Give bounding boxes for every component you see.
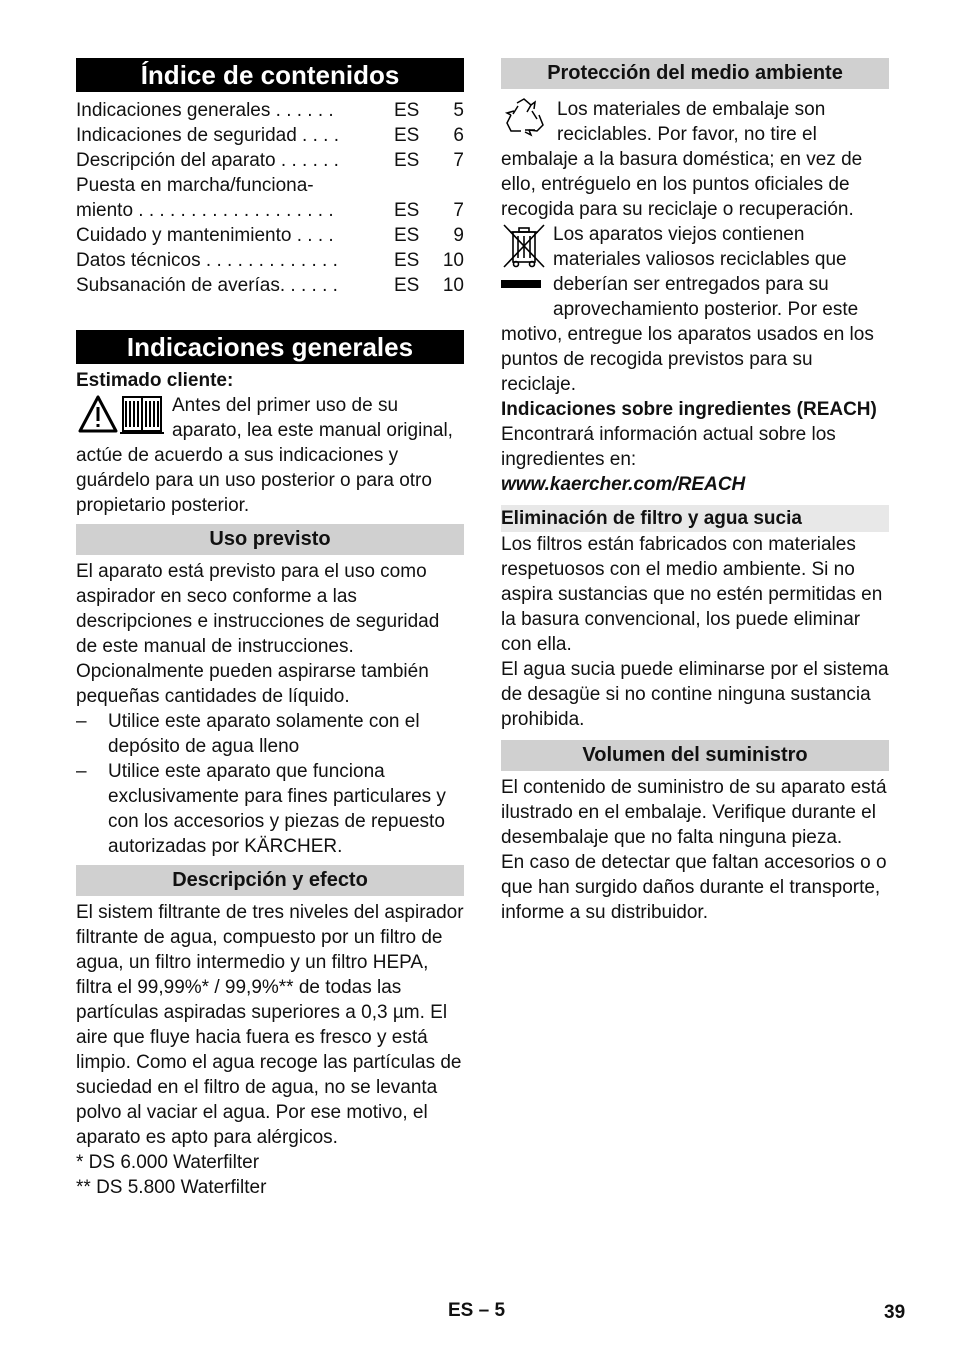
footer-section-label: ES – 5 [448, 1300, 506, 1321]
manual-book-icon [120, 397, 164, 433]
crossed-bin-icon [501, 222, 553, 300]
filter-disposal-p1: Los filtros están fabricados con materiales respetuosos con el medio ambiente. Si no aspira sustancias que no estén permitidas en la basura convencional, los puede eliminar con ella. [501, 534, 883, 655]
toc-row [76, 198, 464, 223]
list-item-text: Utilice este aparato solamente con el depósito de agua lleno [108, 711, 420, 757]
weee-text: Los aparatos viejos contienen materiales valiosos reciclables que deberían ser entregados para su aprovechamiento posterior. Por este motivo, entregue los aparatos usados en los puntos de recogida previstos para su reciclaje. [501, 224, 874, 395]
intro-text: Antes del primer uso de su aparato, lea este manual original, actúe de acuerdo a sus indicaciones y guárdelo para un uso posterior o para otro propietario posterior. [76, 395, 453, 516]
toc-entry-title: Indicaciones de seguridad . . . . [76, 125, 339, 146]
supply-heading: Volumen del suministro [501, 740, 889, 771]
intended-use-p1: El aparato está previsto para el uso como aspirador en seco conforme a las descripciones e instrucciones de seguridad de este manual de instrucciones. [76, 561, 440, 657]
right-column [501, 58, 889, 925]
dash-bullet: – [76, 711, 87, 732]
footnote-2: ** DS 5.800 Waterfilter [76, 1177, 267, 1198]
toc-row [76, 148, 464, 173]
toc-entry-title: miento . . . . . . . . . . . . . . . . . . . [76, 200, 334, 221]
toc-entry-title: Datos técnicos . . . . . . . . . . . . . [76, 250, 338, 271]
weee-block [501, 222, 889, 397]
toc-entry-lang: ES [394, 200, 420, 221]
warning-icon [80, 397, 116, 431]
toc-row [76, 123, 464, 148]
toc-entry-page: 10 [442, 275, 464, 296]
left-column [76, 58, 464, 1200]
toc-entry-page [438, 173, 464, 198]
toc-entry-lang: ES [394, 150, 420, 171]
toc-entry-page: 9 [453, 225, 464, 246]
intended-use-p2: Opcionalmente pueden aspirarse también pequeñas cantidades de líquido. [76, 661, 429, 707]
toc-heading: Índice de contenidos [76, 58, 464, 92]
recycle-block [501, 97, 889, 222]
warning-manual-icons [76, 393, 168, 439]
toc-entry-page: 6 [453, 125, 464, 146]
toc-entry-lang [394, 173, 438, 198]
description-text: El sistem filtrante de tres niveles del aspirador filtrante de agua, compuesto por un filtro de agua, un filtro intermedio y un filtro HEPA, filtra el 99,99%* / 99,9%** de todas las partículas aspiradas superiores a 0,3 µm. El aire que fluye hacia fuera es fresco y está limpio. Como el agua recoge las partículas de suciedad en el filtro de agua, no se levanta polvo al vaciar el agua. Por ese motivo, el aparato es apto para alérgicos. [76, 902, 464, 1148]
supply-p1: El contenido de suministro de su aparato está ilustrado en el embalaje. Verifique durante el desembalaje que no falta ninguna pieza. [501, 777, 887, 848]
toc-entry-title: Indicaciones generales . . . . . . [76, 100, 334, 121]
toc-row [76, 223, 464, 248]
greeting: Estimado cliente: [76, 370, 234, 391]
toc-row [76, 173, 464, 198]
toc-entry-page: 7 [453, 150, 464, 171]
environment-heading: Protección del medio ambiente [501, 58, 889, 89]
page-number: 39 [884, 1302, 906, 1323]
dash-bullet: – [76, 761, 87, 782]
list-item-text: Utilice este aparato que funciona exclusivamente para fines particulares y con los accesorios y piezas de repuesto autorizadas por KÄRCHER. [108, 761, 446, 857]
recycle-icon [501, 97, 557, 147]
list-item [76, 759, 464, 859]
toc-entry-page: 7 [453, 200, 464, 221]
toc-entry-title: Cuidado y mantenimiento . . . . [76, 225, 334, 246]
filter-disposal-heading: Eliminación de filtro y agua sucia [501, 505, 889, 532]
toc-entry-lang: ES [394, 125, 420, 146]
filter-disposal-p2: El agua sucia puede eliminarse por el sistema de desagüe si no contine ninguna sustancia prohibida. [501, 659, 889, 730]
toc-entry-page: 5 [453, 100, 464, 121]
reach-heading: Indicaciones sobre ingredientes (REACH) [501, 399, 877, 420]
intended-use-heading: Uso previsto [76, 524, 464, 555]
supply-p2: En caso de detectar que faltan accesorios o o que han surgido daños durante el transporte, informe a su distribuidor. [501, 852, 887, 923]
reach-link[interactable]: www.kaercher.com/REACH [501, 474, 746, 495]
toc-entry-page: 10 [442, 250, 464, 271]
recycle-text: Los materiales de embalaje son reciclables. Por favor, no tire el embalaje a la basura doméstica; en vez de ello, entréguelo en los puntos oficiales de recogida para su reciclaje o recuperación. [501, 99, 863, 220]
general-heading: Indicaciones generales [76, 330, 464, 364]
toc-row [76, 273, 464, 298]
toc-entry-lang: ES [394, 250, 420, 271]
toc-entry-title: Puesta en marcha/funciona- [76, 175, 314, 196]
footnote-1: * DS 6.000 Waterfilter [76, 1152, 260, 1173]
toc-entry-lang: ES [394, 100, 420, 121]
toc-entry-lang: ES [394, 275, 420, 296]
toc-entry-title: Subsanación de averías. . . . . . [76, 275, 338, 296]
toc-entry-lang: ES [394, 225, 420, 246]
reach-text: Encontrará información actual sobre los ingredientes en: [501, 424, 836, 470]
list-item [76, 709, 464, 759]
toc-row [76, 248, 464, 273]
description-heading: Descripción y efecto [76, 865, 464, 896]
table-of-contents [76, 98, 464, 298]
intro-block [76, 393, 464, 518]
toc-row [76, 98, 464, 123]
toc-entry-title: Descripción del aparato . . . . . . [76, 150, 339, 171]
